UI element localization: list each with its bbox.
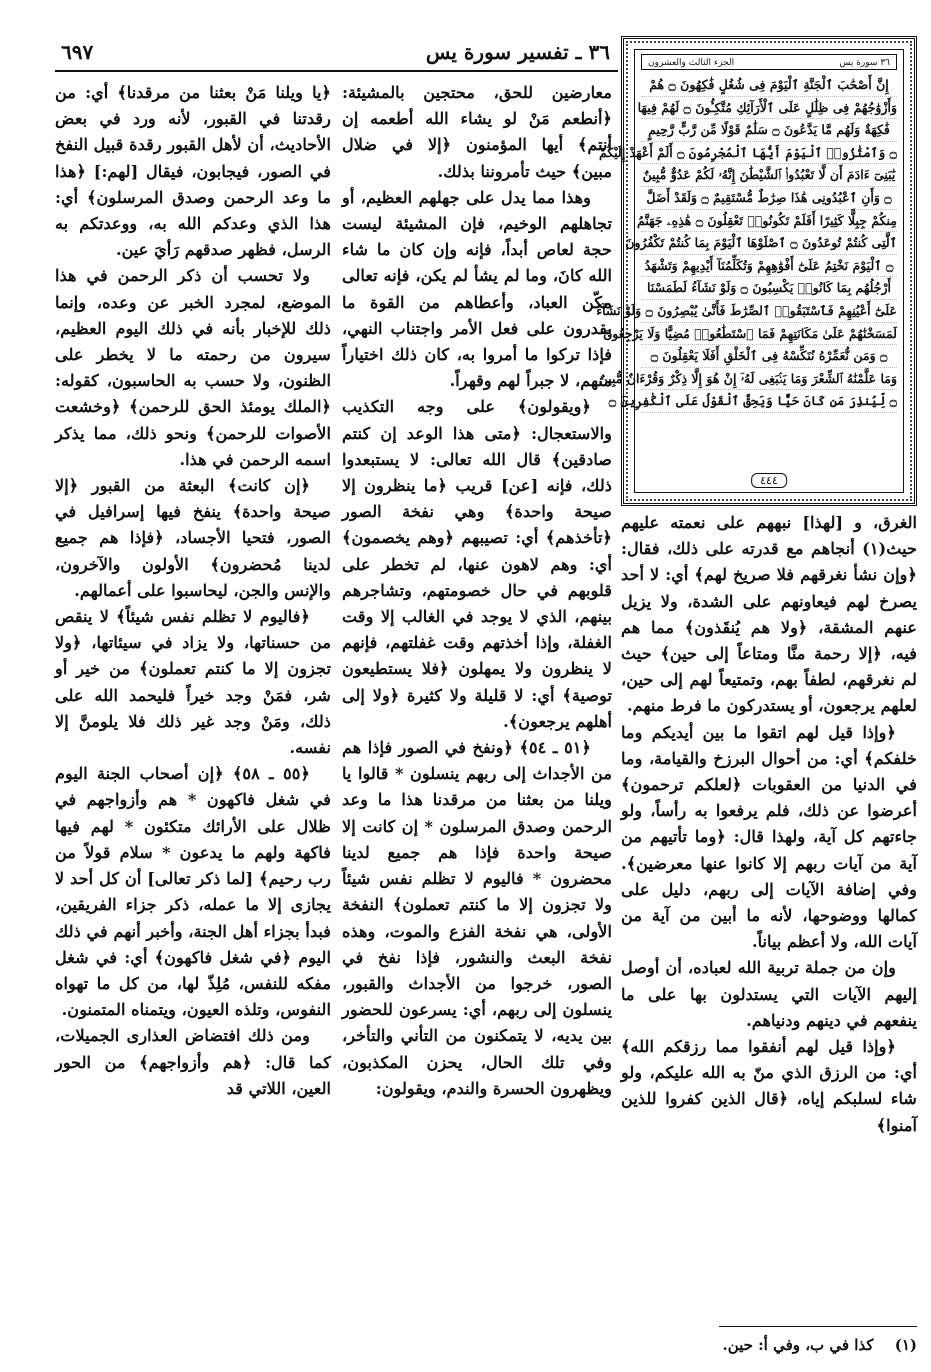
paragraph: ومن ذلك افتضاض العذارى الجميلات، كما قال: ﴿هم وأزواجهم﴾ من الحور العين، اللاتي قد: [55, 1026, 331, 1098]
juz-label: الجزء الثالث والعشرون: [648, 58, 735, 68]
paragraph: ﴿يا ويلنا مَنْ بعثنا من مرقدنا﴾ أي: من رقدتنا في القبور، لأنه ورد في بعض الأحاديث، أن لأهل القبور رقدة قبيل النفخ في الصور، فيجابون، فيقال [لهم:] ﴿هذا ما وعد الرحمن وصدق المرسلون﴾ أي: هذا الذي وعدكم الله به، ووعدتكم به الرسل، فظهر صدقهم رَأيَ عين.: [55, 83, 331, 260]
quran-line: أَرْجُلُهُم بِمَا كَانُوا۟ يَكْسِبُونَ ۝ وَلَوْ نَشَآءُ لَطَمَسْنَا: [641, 277, 897, 300]
quran-line: ٱلَّتِى كُنتُمْ تُوعَدُونَ ۝ ٱصْلَوْهَا ٱلْيَوْمَ بِمَا كُنتُمْ تَكْفُرُونَ: [641, 232, 897, 255]
surah-label: ٣٦ سورة يس: [839, 58, 890, 68]
paragraph: وإن من جملة تربية الله لعباده، أن أوصل إليهم الآيات التي يستدلون بها على ما ينفعهم في دينهم ودنياهم.: [621, 958, 917, 1030]
middle-column: [342, 80, 612, 1102]
paragraph: ﴿إن كانت﴾ البعثة من القبور ﴿إلا صيحة واحدة﴾ ينفخ فيها إسرافيل في الصور، فتحيا الأجساد، ﴿فإذا هم جميع لدينا مُحضرون﴾ الأولون والآخرون، والإنس والجن، ليحاسبوا على أعمالهم.: [55, 476, 331, 600]
footnote: [617, 1336, 917, 1354]
page-header: [55, 36, 618, 72]
quran-line: ۝ ٱلْيَوْمَ نَخْتِمُ عَلَىٰٓ أَفْوَٰهِهِمْ وَتُكَلِّمُنَآ أَيْدِيهِمْ وَتَشْهَدُ: [641, 255, 897, 278]
paragraph: وهذا مما يدل على جهلهم العظيم، أو تجاهلهم الوخيم، فإن المشيئة ليست حجة لعاص أبداً، فإنه وإن كان ما شاء الله كانَ، وما لم يشأ لم يكن، فإنه تعالى مكّن العباد، وأعطاهم من القوة ما يقدرون على فعل الأمر واجتناب النهي، فإذا تركوا ما أمروا به، كان ذلك اختياراً منهم، لا جبراً لهم وقهراً.: [342, 187, 612, 391]
paragraph: ﴿وإذا قيل لهم اتقوا ما بين أيديكم وما خلفكم﴾ أي: من أحوال البرزخ والقيامة، وما في الدنيا من العقوبات ﴿لعلكم ترحمون﴾ أعرضوا عن ذلك، فلم يرفعوا به رأساً، ولو جاءتهم كل آية، ولهذا قال: ﴿وما تأتيهم من آية من آيات ربهم إلا كانوا عنها معرضين﴾. وفي إضافة الآيات إلى ربهم، دليل على كمالها ووضوحها، لأنه ما أبين من آية من آيات الله، ولا أعظم بياناً.: [621, 722, 917, 952]
quran-line: عَلَىٰٓ أَعْيُنِهِمْ فَٱسْتَبَقُوا۟ ٱلصِّرَٰطَ فَأَنَّىٰ يُبْصِرُونَ ۝ وَلَوْ نَشَآءُ: [641, 300, 897, 323]
header-rule: [55, 70, 618, 72]
paragraph: ﴿٥١ ـ ٥٤﴾ ﴿ونفخ في الصور فإذا هم من الأجداث إلى ربهم ينسلون * قالوا يا ويلنا من بعثنا من مرقدنا هذا ما وعد الرحمن وصدق المرسلون * إن كانت إلا صيحة واحدة فإذا هم جميع لدينا محضرون * فاليوم لا تظلم نفس شيئاً ولا تجزون إلا ما كنتم تعملون﴾ النفخة الأولى، هي نفخة الفزع والموت، وهذه نفخة البعث والنشور، فإذا نفخ في الصور، خرجوا من الأجداث والقبور، ينسلون إلى ربهم، أي: يسرعون للحضور بين يديه، لا يتمكنون من التأني والتأخر، وفي تلك الحال، يحزن المكذبون، ويظهرون الحسرة والندم، ويقولون:: [342, 738, 612, 1098]
footnote-rule: [719, 1326, 917, 1327]
quran-line: يَٰبَنِىٓ ءَادَمَ أَن لَّا تَعْبُدُوا۟ ٱلشَّيْطَٰنَ إِنَّهُۥ لَكُمْ عَدُوٌّ مُّبِينٌ: [641, 164, 897, 187]
left-column: [55, 80, 331, 1102]
quran-line: إِنَّ أَصْحَٰبَ ٱلْجَنَّةِ ٱلْيَوْمَ فِى شُغُلٍ فَٰكِهُونَ ۝ هُمْ: [641, 74, 897, 97]
quran-line: وَمَا عَلَّمْنَٰهُ ٱلشِّعْرَ وَمَا يَنۢبَغِى لَهُۥٓ إِنْ هُوَ إِلَّا ذِكْرٌ وَقُرْءَانٌ مُّبِينٌ: [641, 368, 897, 391]
paragraph: ﴿٥٥ ـ ٥٨﴾ ﴿إن أصحاب الجنة اليوم في شغل فاكهون * هم وأزواجهم في ظلال على الأرائك متكئون * لهم فيها فاكهة ولهم ما يدعون * سلام قولاً من رب رحيم﴾ [لما ذكر تعالى] أن كل أحد لا يجازى إلا ما عمله، ذكر جزاء الفريقين، فبدأ بجزاء أهل الجنة، وأخبر أنهم في ذلك اليوم ﴿في شغل فاكهون﴾ أي: في شغل مفكه للنفس، مُلِذّ لها، من كل ما تهواه النفوس، وتلذه العيون، ويتمناه المتمنون.: [55, 764, 331, 1020]
quran-line: ۝ وَمَن نُّعَمِّرْهُ نُنَكِّسْهُ فِى ٱلْخَلْقِ أَفَلَا يَعْقِلُونَ ۝: [641, 345, 897, 368]
quran-line: فَٰكِهَةٌ وَلَهُم مَّا يَدَّعُونَ ۝ سَلَٰمٌ قَوْلًا مِّن رَّبٍّ رَّحِيمٍ: [641, 119, 897, 142]
paragraph: معارضين للحق، محتجين بالمشيئة: ﴿أنطعم مَنْ لو يشاء الله أطعمه إن أنتم﴾ أيها المؤمنون ﴿إلا في ضلال مبين﴾ حيث تأمروننا بذلك.: [342, 83, 612, 181]
footnote-text: كذا في ب، وفي أ: حين.: [722, 1336, 874, 1354]
quran-line: لَمَسَخْنَٰهُمْ عَلَىٰ مَكَانَتِهِمْ فَمَا ٱسْتَطَٰعُوا۟ مُضِيًّا وَلَا يَرْجِعُونَ: [641, 323, 897, 346]
quran-line: ۝ لِّيُنذِرَ مَن كَانَ حَيًّا وَيَحِقَّ ٱلْقَوْلُ عَلَى ٱلْكَٰفِرِينَ ۝: [641, 390, 897, 413]
paragraph: ﴿فاليوم لا تظلم نفس شيئاً﴾ لا ينقص من حسناتها، ولا يزاد في سيئاتها، ﴿ولا تجزون إلا ما كنتم تعملون﴾ من خير أو شر، فمَنْ وجد خيراً فليحمد الله على ذلك، ومَنْ وجد غير ذلك فلا يلومنَّ إلا نفسه.: [55, 607, 331, 758]
quran-line: ۝ وَأَنِ ٱعْبُدُونِى هَٰذَا صِرَٰطٌ مُّسْتَقِيمٌ ۝ وَلَقَدْ أَضَلَّ: [641, 187, 897, 210]
paragraph: ﴿وإذا قيل لهم أنفقوا مما رزقكم الله﴾ أي: من الرزق الذي منّ به الله عليكم، ولو شاء لسلبكم إياه، ﴿قال الذين كفروا للذين آمنوا﴾: [621, 1037, 917, 1135]
running-title: ٣٦ ـ تفسير سورة يس: [425, 40, 610, 64]
mushaf-page-number: ٤٤٤: [751, 473, 787, 488]
quran-line: ۝ وَٱمْتَٰزُوا۟ ٱلْيَوْمَ أَيُّهَا ٱلْمُجْرِمُونَ ۝ أَلَمْ أَعْهَدْ إِلَيْكُمْ: [641, 142, 897, 165]
page-number: ٦٩٧: [61, 40, 94, 64]
quran-frame: [596, 36, 917, 506]
right-column: [621, 510, 917, 1139]
quran-line: مِنكُمْ جِبِلًّا كَثِيرًا أَفَلَمْ تَكُونُوا۟ تَعْقِلُونَ ۝ هَٰذِهِۦ جَهَنَّمُ: [641, 210, 897, 233]
quran-text: [596, 74, 897, 470]
footnote-number: (١): [894, 1336, 917, 1354]
paragraph: ﴿ويقولون﴾ على وجه التكذيب والاستعجال: ﴿متى هذا الوعد إن كنتم صادقين﴾ قال الله تعالى: لا يستبعدوا ذلك، فإنه [عن] قريب ﴿ما ينظرون إلا صيحة واحدة﴾ وهي نفخة الصور ﴿تأخذهم﴾ أي: تصيبهم ﴿وهم يخصمون﴾ أي: وهم لاهون عنها، لم تخطر على قلوبهم في حال خصومتهم، وتشاجرهم بينهم، الذي لا يوجد في الغالب إلا وقت الغفلة، وإذا أخذتهم وقت غفلتهم، فإنهم لا ينظرون ولا يمهلون ﴿فلا يستطيعون توصية﴾ أي: لا قليلة ولا كثيرة ﴿ولا إلى أهلهم يرجعون﴾.: [342, 397, 612, 731]
quran-line: وَأَزْوَٰجُهُمْ فِى ظِلَٰلٍ عَلَى ٱلْأَرَآئِكِ مُتَّكِـُٔونَ ۝ لَهُمْ فِيهَا: [641, 97, 897, 120]
quran-header-bar: [641, 54, 897, 70]
quran-page: [596, 49, 904, 493]
paragraph: الغرق، و [لهذا] نبههم على نعمته عليهم حيث(١) أنجاهم مع قدرته على ذلك، فقال: ﴿وإن نشأ نغرقهم فلا صريخ لهم﴾ أي: لا أحد يصرخ لهم فيعاونهم على الشدة، ولا يزيل عنهم المشقة، ﴿ولا هم يُنقَذون﴾ مما هم فيه، ﴿إلا رحمة منَّا ومتاعاً إلى حين﴾ حيث لم نغرقهم، لطفاً بهم، وتمتيعاً لهم إلى حين، لعلهم يرجعون، أو يستدركون ما فرط منهم.: [621, 513, 917, 716]
paragraph: ولا تحسب أن ذكر الرحمن في هذا الموضع، لمجرد الخبر عن وعده، وإنما ذلك للإخبار بأنه في ذلك اليوم العظيم، سيرون من رحمته ما لا يخطر على الظنون، ولا حسب به الحاسبون، كقوله: ﴿الملك يومئذ الحق للرحمن﴾ ﴿وخشعت الأصوات للرحمن﴾ ونحو ذلك، مما يذكر اسمه الرحمن في هذا.: [55, 266, 331, 469]
